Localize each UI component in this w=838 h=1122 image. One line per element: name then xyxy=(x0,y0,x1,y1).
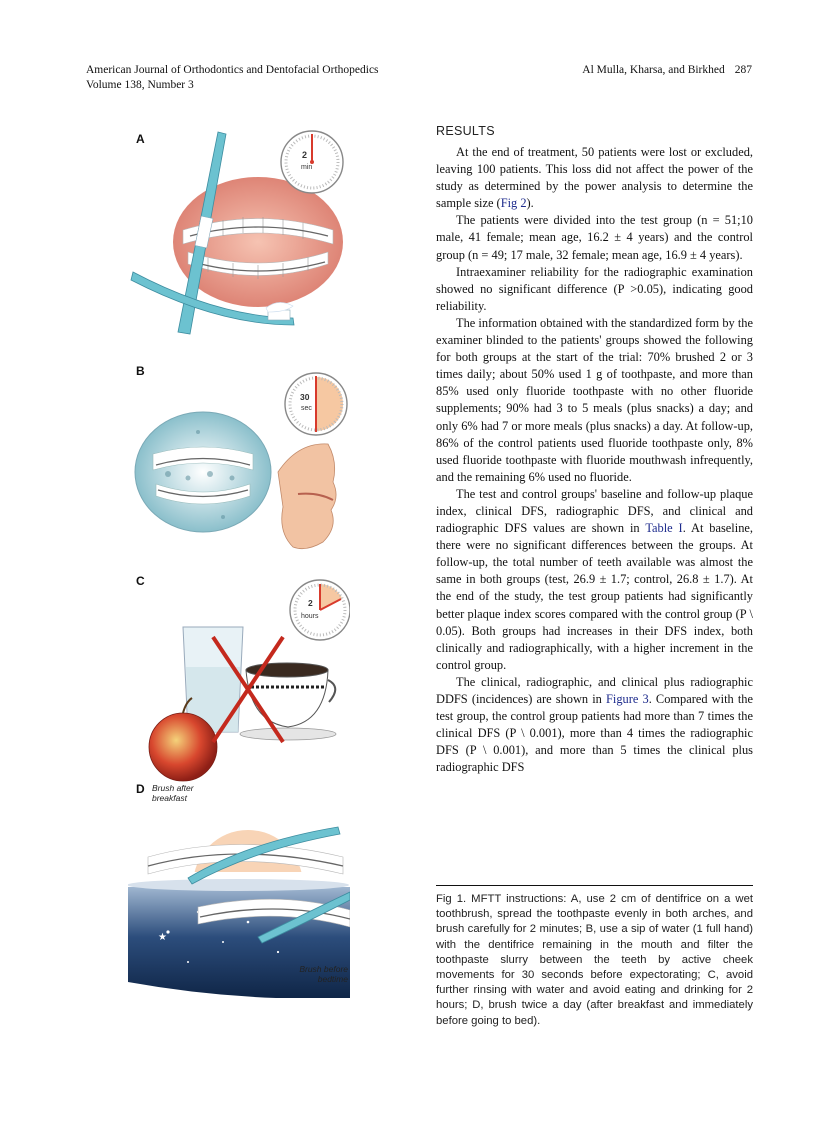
svg-text:2: 2 xyxy=(302,150,308,160)
caption-divider xyxy=(436,885,753,886)
paragraph-1: At the end of treatment, 50 patients were lost or excluded, leaving 100 patients. This loss did not affect the power of the study as determined by the power analysis to determine the sample size (Fig 2). xyxy=(436,145,753,211)
svg-text:★: ★ xyxy=(158,932,167,943)
panel-a-label: A xyxy=(136,132,145,146)
figure-3-link[interactable]: Figure 3 xyxy=(606,692,649,706)
paragraph-3: Intraexaminer reliability for the radiographic examination showed no significant difference (P >0.05), indicating good reliability. xyxy=(436,264,753,313)
paragraph-5: The test and control groups' baseline and follow-up plaque index, clinical DFS, radiographic DFS, and clinical and radiographic DFS values are shown in Table I. At baseline, there were no significant differences between the groups. At follow-up, the total number of teeth available was almost the same in both groups (test, 26.9 ± 1.7; control, 26.8 ± 1.7). At the end of the study, the test group patients had significantly better plaque index scores compared with the control group (P \ 0.05). Both groups had increases in their DFS index, both clinically and radiographically, with a higher increment in the control group. xyxy=(436,486,753,672)
svg-text:hours: hours xyxy=(301,613,319,620)
panel-b-label: B xyxy=(136,364,145,378)
timer-30-sec-icon xyxy=(285,373,347,435)
fig-2-link[interactable]: Fig 2 xyxy=(500,196,527,211)
paragraph-4: The information obtained with the standardized form by the examiner blinded to the patients' groups showed the following for both groups at the start of the trial: 70% brushed 2 or 3 times daily; about 50% used 1 g of toothpaste, and more than 85% used only fluoride toothpaste with no other fluoride supplements; 90% had 3 to 5 meals (plus snacks) a day; and only 6% had 7 or more meals (plus snacks) a day. At follow-up, 86% of the control patients used fluoride toothpaste only, 8% used fluoride toothpaste with fluoride mouthwash infrequently, and the remaining 6% used no fluoride. xyxy=(436,315,753,484)
panel-d-caption-bedtime: Brush before bedtime xyxy=(299,964,348,984)
panel-d-label: D xyxy=(136,782,145,796)
running-header-left xyxy=(86,63,379,93)
svg-text:min: min xyxy=(301,164,313,171)
running-header-right xyxy=(582,63,752,78)
svg-text:2: 2 xyxy=(308,598,313,608)
panel-d-caption-breakfast: Brush after breakfast xyxy=(152,783,194,803)
page-number: 287 xyxy=(734,64,752,76)
timer-2-hours-icon xyxy=(290,580,350,640)
svg-text:30: 30 xyxy=(300,392,310,402)
section-heading: RESULTS xyxy=(436,124,495,138)
timer-2-min-icon xyxy=(281,131,343,193)
figure-1 xyxy=(128,122,350,998)
table-1-link[interactable]: Table I xyxy=(645,521,683,536)
panel-c-illustration xyxy=(149,580,350,781)
paragraph-2: The patients were divided into the test group (n = 51;10 male, 41 female; mean age, 16.2 ± 4 years) and the control group (n = 49; 17 male, 32 female; mean age, 16.9 ± 4 years). xyxy=(436,213,753,262)
paragraph-6: The clinical, radiographic, and clinical plus radiographic DDFS (incidences) are shown in Figure 3. Compared with the test group, the control group patients had more than 7 times the clinical DFS (P \ 0.001), more than 4 times the radiographic DFS (P \ 0.001), and more than 5 times the clinical plus radiographic DFS xyxy=(436,674,753,775)
figure-1-caption: Fig 1. MFTT instructions: A, use 2 cm of dentifrice on a wet toothbrush, spread the toothpaste evenly in both arches, and brush carefully for 2 minutes; B, use a sip of water (1 full hand) with the dentifrice remaining in the mouth and filter the toothpaste slurry between the teeth by active cheek movements for 30 seconds before expectorating; C, avoid further rinsing with water and avoid eating and drinking for 2 hours; D, brush twice a day (after breakfast and immediately before going to bed). xyxy=(436,893,753,1027)
results-section xyxy=(436,124,753,776)
journal-volume: Volume 138, Number 3 xyxy=(86,79,194,91)
panel-a-illustration xyxy=(131,131,343,334)
figure-1-illustration xyxy=(128,122,350,998)
panel-c-label: C xyxy=(136,574,145,588)
journal-name: American Journal of Orthodontics and Dentofacial Orthopedics xyxy=(86,64,379,76)
panel-b-illustration xyxy=(135,373,347,549)
authors: Al Mulla, Kharsa, and Birkhed xyxy=(582,64,725,76)
svg-text:sec: sec xyxy=(301,405,312,412)
